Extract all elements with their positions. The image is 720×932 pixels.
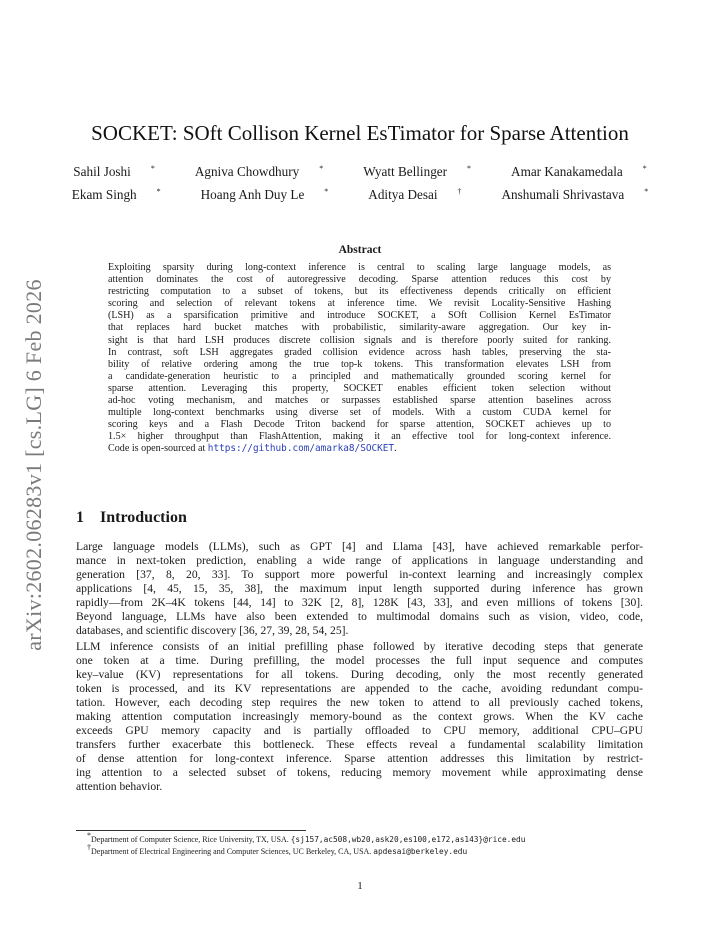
abstract-line: attention dominates the cost of autoregressive decoding. Sparse attention reduces this cost by xyxy=(108,274,611,286)
footnote-1-mark: * xyxy=(87,831,91,841)
abstract-code-prefix: Code is open-sourced at xyxy=(108,443,208,455)
abstract-body xyxy=(108,262,611,456)
author-name: Sahil Joshi xyxy=(73,164,131,179)
abstract-line: that replaces hard bucket matches with probabilistic, similarity-aware aggregation. Our key in- xyxy=(108,322,611,334)
arxiv-stamp-text: arXiv:2602.06283v1 [cs.LG] 6 Feb 2026 xyxy=(21,279,46,651)
affiliation-mark: * xyxy=(642,163,647,173)
arxiv-stamp xyxy=(18,265,50,665)
footnote-1-text: Department of Computer Science, Rice University, TX, USA. xyxy=(91,835,291,844)
abstract-line: 1.5× higher throughput than FlashAttention, making it an effective tool for long-context inference. xyxy=(108,431,611,443)
footnote-2-mark: † xyxy=(87,843,91,853)
abstract-line: scoring keys and a Flash Decode Triton backend for sparse attention, SOCKET achieves up to xyxy=(108,419,611,431)
footnote-2 xyxy=(86,843,468,857)
paper-title: SOCKET: SOft Collison Kernel EsTimator for Sparse Attention xyxy=(91,121,629,145)
paragraph-2-line: attention behavior. xyxy=(76,780,163,793)
paragraph-2-line: exceeds GPU memory capacity and is partially offloaded to CPU memory, additional CPU–GPU xyxy=(76,724,643,737)
author-r2-3 xyxy=(492,187,659,203)
paragraph-1-line: Beyond language, LLMs have also been extended to multimodal domains such as vision, video, code, xyxy=(76,610,643,623)
code-link[interactable]: https://github.com/amarka8/SOCKET xyxy=(207,443,395,455)
author-row-2 xyxy=(71,186,649,203)
affiliation-mark: * xyxy=(150,163,155,173)
author-r1-1 xyxy=(185,164,333,180)
intro-paragraph-1 xyxy=(76,540,643,638)
abstract-line: bility of relative ordering among the true top-k tokens. This transformation elevates LSH from xyxy=(108,358,611,370)
abstract-line: restricting computation to a subset of tokens, but its effectiveness depends critically on efficient xyxy=(108,286,611,298)
paragraph-1-line: generation [37, 8, 20, 33]. To support more powerful in-context learning and increasingly complex xyxy=(76,568,643,581)
abstract-line: sight is that hard LSH produces discrete collision signals and is therefore poorly suited for ranking. xyxy=(108,334,611,346)
paragraph-2-line: key–value (KV) representations for all tokens. During decoding, only the most recently generated xyxy=(76,668,643,681)
footnote-2-email[interactable]: apdesai@berkeley.edu xyxy=(373,847,468,856)
author-r1-2 xyxy=(353,164,481,180)
author-r1-3 xyxy=(501,164,657,180)
paragraph-1-line: rapidly—from 2K–4K tokens [44, 14] to 32K [2, 8], 128K [43, 33], and even millions of tokens [30]. xyxy=(76,596,643,609)
author-name: Ekam Singh xyxy=(71,187,137,202)
affiliation-mark: * xyxy=(319,163,324,173)
paragraph-1-line: databases, and scientific discovery [36, 27, 39, 28, 54, 25]. xyxy=(76,624,349,637)
affiliation-mark: † xyxy=(457,186,462,196)
abstract-line: ad-hoc voting mechanism, and matches or surpasses established sparse attention baselines across xyxy=(108,395,611,407)
section-title: Introduction xyxy=(100,509,187,526)
affiliation-mark: * xyxy=(324,186,329,196)
section-heading xyxy=(76,509,187,527)
abstract-line: scoring and selection of relevant tokens at inference time. We revisit Locality-Sensitive Hashing xyxy=(108,298,611,310)
intro-paragraph-2 xyxy=(76,640,643,794)
author-name: Wyatt Bellinger xyxy=(363,164,448,179)
affiliation-mark: * xyxy=(156,186,161,196)
affiliation-mark: * xyxy=(644,186,649,196)
paragraph-2-line: LLM inference consists of an initial prefilling phase followed by iterative decoding steps that generate xyxy=(76,640,643,653)
author-name: Hoang Anh Duy Le xyxy=(200,187,305,202)
abstract-line: sparse attention. Leveraging this property, SOCKET enables efficient token selection without xyxy=(108,382,611,394)
author-r2-2 xyxy=(358,187,471,203)
paragraph-2-line: making attention computation increasingly memory-bound as the context grows. When the KV cache xyxy=(76,710,643,723)
paragraph-2-line: tation. However, each decoding step requires the new token to attend to all previously cached tokens, xyxy=(76,696,643,709)
abstract-line: In contrast, soft LSH aggregates graded collision evidence across hash tables, preserving the sta- xyxy=(108,346,611,358)
paragraph-1-line: applications [4, 45, 15, 35, 38], the maximum input length supported during inference has grown xyxy=(76,582,643,595)
abstract-code-suffix: . xyxy=(394,443,397,455)
affiliation-mark: * xyxy=(467,163,472,173)
footnote-1-email[interactable]: {sj157,ac508,wb20,ask20,es100,e172,as143}@rice.edu xyxy=(290,835,526,844)
paragraph-2-line: token is processed, and its KV representations are appended to the cache, avoiding redundant compu- xyxy=(76,682,643,695)
author-name: Amar Kanakamedala xyxy=(511,164,623,179)
author-r2-0 xyxy=(62,187,171,203)
abstract-line: multiple long-context benchmarks using diverse set of models. With a custom CUDA kernel for xyxy=(108,407,611,419)
footnote-2-text: Department of Electrical Engineering and Computer Sciences, UC Berkeley, CA, USA. xyxy=(91,847,374,856)
author-name: Anshumali Shrivastava xyxy=(501,187,625,202)
section-number: 1 xyxy=(76,509,84,526)
author-r1-0 xyxy=(63,164,165,180)
author-name: Agniva Chowdhury xyxy=(194,164,300,179)
author-row-1 xyxy=(73,163,647,180)
paragraph-2-line: of dense attention for long-context inference. Sparse attention addresses this limitation by restrict- xyxy=(76,752,643,765)
abstract-code-line xyxy=(108,443,611,455)
abstract-line: (LSH) as a sparsification primitive and introduce SOCKET, a SOft Collision Kernel EsTimator xyxy=(108,310,611,322)
paragraph-2-line: ing attention to a selected subset of tokens, reducing memory movement while approximating dense xyxy=(76,766,643,779)
author-name: Aditya Desai xyxy=(368,187,438,202)
footnote-rule xyxy=(76,830,306,831)
page-number: 1 xyxy=(357,880,363,892)
paragraph-1-line: Large language models (LLMs), such as GPT [4] and Llama [43], have achieved remarkable perfor- xyxy=(76,540,643,553)
paragraph-2-line: one token at a time. During prefilling, the model processes the full input sequence and computes xyxy=(76,654,643,667)
abstract-line: a candidate-generation heuristic to a principled and mathematically grounded scoring kernel for xyxy=(108,370,611,382)
footnote-1 xyxy=(86,831,526,845)
paragraph-2-line: transfers further exacerbate this bottleneck. These effects reveal a fundamental scalability limitation xyxy=(76,738,643,751)
author-r2-1 xyxy=(191,187,339,203)
abstract-line: Exploiting sparsity during long-context inference is central to scaling large language models, as xyxy=(108,262,611,273)
paragraph-1-line: mance in next-token prediction, enabling a wide range of applications in language understanding and xyxy=(76,554,643,567)
abstract-heading: Abstract xyxy=(338,244,382,256)
